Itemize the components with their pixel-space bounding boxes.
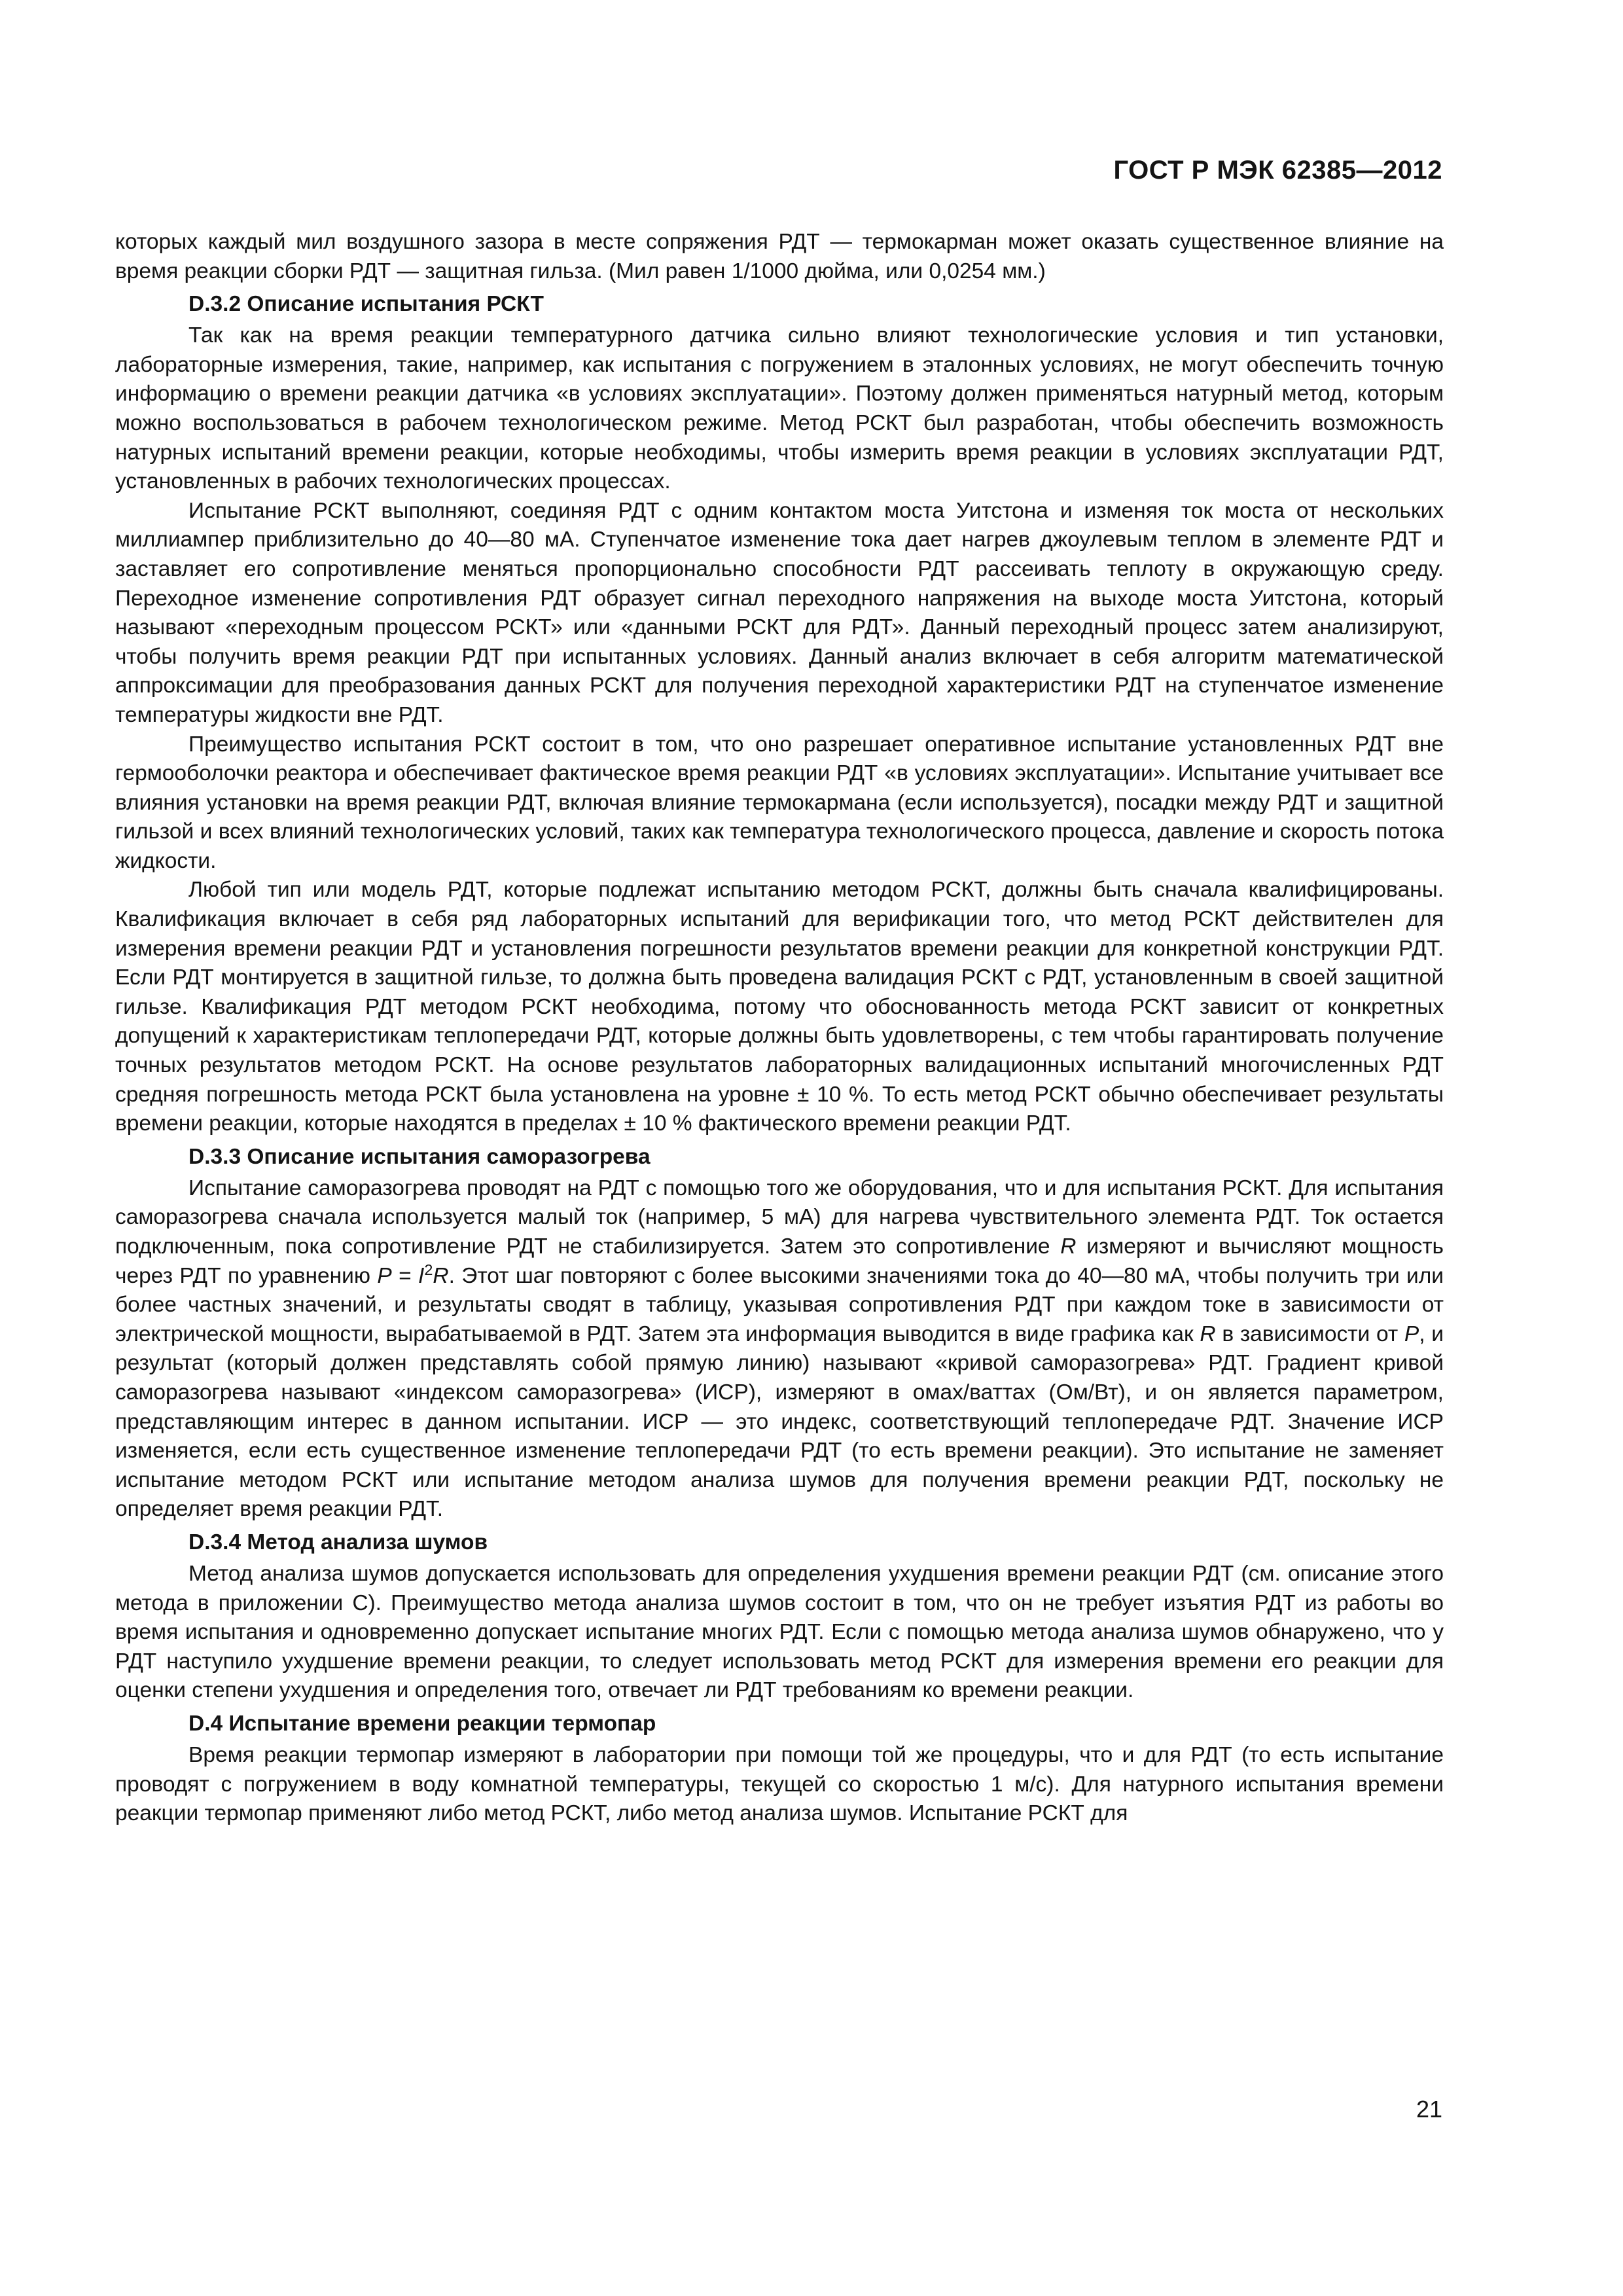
- text-run: . Этот шаг повторяют с более высокими значениями тока до 40—80 мА, чтобы получить три или более частных значений, и результаты сводят в таблицу, указывая сопротивления РДТ при каждом токе в зависимости от электрической мощности, вырабатываемой в РДТ. Затем эта информация выводится в виде графика как: [115, 1263, 1444, 1346]
- section-heading-d4: D.4 Испытание времени реакции термопар: [188, 1711, 656, 1736]
- formula-p: P: [377, 1263, 392, 1288]
- document-body: [115, 228, 1444, 1829]
- formula-r: R: [433, 1263, 449, 1288]
- formula-exponent: 2: [424, 1261, 433, 1278]
- paragraph: Метод анализа шумов допускается использовать для определения ухудшения времени реакции РДТ (см. описание этого метода в приложении С). Преимущество метода анализа шумов состоит в том, что он не требует изъятия РДТ из работы во время испытания и одновременно допускает испытание многих РДТ. Если с помощью метода анализа шумов обнаружено, что у РДТ наступило ухудшение времени реакции, то следует использовать метод РСКТ для измерения времени его реакции для оценки степени ухудшения и определения того, отвечает ли РДТ требованиям ко времени реакции.: [115, 1561, 1444, 1703]
- paragraph: Так как на время реакции температурного датчика сильно влияют технологические условия и тип установки, лабораторные измерения, такие, например, как испытания с погружением в эталонных условиях, не могут обеспечить точную информацию о времени реакции датчика «в условиях эксплуатации». Поэтому должен применяться натурный метод, которым можно воспользоваться в рабочем технологическом режиме. Метод РСКТ был разработан, чтобы обеспечить возможность натурных испытаний времени реакции, которые необходимы, чтобы измерить время реакции в условиях эксплуатации РДТ, установленных в рабочих технологических процессах.: [115, 323, 1444, 494]
- paragraph: которых каждый мил воздушного зазора в месте сопряжения РДТ — термокарман может оказать существенное влияние на время реакции сборки РДТ — защитная гильза. (Мил равен 1/1000 дюйма, или 0,0254 мм.): [115, 230, 1444, 283]
- section-heading-d34: D.3.4 Метод анализа шумов: [188, 1530, 488, 1554]
- paragraph: Любой тип или модель РДТ, которые подлежат испытанию методом РСКТ, должны быть сначала квалифицированы. Квалификация включает в себя ряд лабораторных испытаний для верификации того, что метод РСКТ действителен для измерения времени реакции РДТ и установления погрешности результатов времени реакции для конкретной конструкции РДТ. Если РДТ монтируется в защитной гильзе, то должна быть проведена валидация РСКТ с РДТ, установленным в своей защитной гильзе. Квалификация РДТ методом РСКТ необходима, потому что обоснованность метода РСКТ зависит от конкретных допущений к характеристикам теплопередачи РДТ, которые должны быть удовлетворены, с тем чтобы гарантировать получение точных результатов методом РСКТ. На основе результатов лабораторных валидационных испытаний многочисленных РДТ средняя погрешность метода РСКТ была установлена на уровне ± 10 %. То есть метод РСКТ обычно обеспечивает результаты времени реакции, которые находятся в пределах ± 10 % фактического времени реакции РДТ.: [115, 878, 1444, 1136]
- paragraph-self-heating: [115, 1174, 1444, 1524]
- symbol-p: P: [1404, 1321, 1419, 1346]
- symbol-r: R: [1200, 1321, 1216, 1346]
- page-number: 21: [1416, 2096, 1442, 2123]
- section-heading-d32: D.3.2 Описание испытания РСКТ: [188, 292, 544, 317]
- paragraph: Испытание РСКТ выполняют, соединяя РДТ с одним контактом моста Уитстона и изменяя ток моста от нескольких миллиампер приблизительно до 40—80 мА. Ступенчатое изменение тока дает нагрев джоулевым теплом в элементе РДТ и заставляет его сопротивление меняться пропорционально способности РДТ рассеивать теплоту в окружающую среду. Переходное изменение сопротивления РДТ образует сигнал переходного напряжения на выходе моста Уитстона, который называют «переходным процессом РСКТ» или «данными РСКТ для РДТ». Данный переходный процесс затем анализируют, чтобы получить время реакции РДТ при испытанных условиях. Данный анализ включает в себя алгоритм математической аппроксимации для преобразования данных РСКТ для получения переходной характеристики РДТ на ступенчатое изменение температуры жидкости вне РДТ.: [115, 498, 1444, 727]
- symbol-r: R: [1060, 1234, 1077, 1259]
- paragraph: Время реакции термопар измеряют в лаборатории при помощи той же процедуры, что и для РДТ (то есть испытание проводят с погружением в воду комнатной температуры, текущей со скоростью 1 м/с). Для натурного испытания времени реакции термопар применяют либо метод РСКТ, либо метод анализа шумов. Испытание РСКТ для: [115, 1742, 1444, 1826]
- formula-i: I: [418, 1263, 425, 1288]
- text-run: измеряют и вычисляют мощность через РДТ по уравнению: [115, 1234, 1444, 1288]
- text-run: Испытание саморазогрева проводят на РДТ с помощью того же оборудования, что и для испытания РСКТ. Для испытания саморазогрева сначала используется малый ток (например, 5 мА) для нагрева чувствительного элемента РДТ. Ток остается подключенным, пока сопротивление РДТ не стабилизируется. Затем это сопротивление: [115, 1175, 1444, 1259]
- paragraph: Преимущество испытания РСКТ состоит в том, что оно разрешает оперативное испытание установленных РДТ вне гермооболочки реактора и обеспечивает фактическое время реакции РДТ «в условиях эксплуатации». Испытание учитывает все влияния установки на время реакции РДТ, включая влияние термокармана (если используется), посадки между РДТ и защитной гильзой и всех влияний технологических условий, таких как температура технологического процесса, давление и скорость потока жидкости.: [115, 732, 1444, 873]
- formula-eq: =: [391, 1263, 419, 1288]
- text-run: , и результат (который должен представлять собой прямую линию) называют «кривой саморазогрева» РДТ. Градиент кривой саморазогрева называют «индексом саморазогрева» (ИСР), измеряют в омах/ваттах (Ом/Вт), и он является параметром, представляющим интерес в данном испытании. ИСР — это индекс, соответствующий теплопередаче РДТ. Значение ИСР изменяется, если есть существенное изменение теплопередачи РДТ (то есть времени реакции). Это испытание не заменяет испытание методом РСКТ или испытание методом анализа шумов для получения времени реакции РДТ, поскольку не определяет время реакции РДТ.: [115, 1321, 1444, 1522]
- standard-header: ГОСТ Р МЭК 62385—2012: [1113, 156, 1442, 185]
- section-heading-d33: D.3.3 Описание испытания саморазогрева: [188, 1144, 651, 1169]
- text-run: в зависимости от: [1215, 1321, 1404, 1346]
